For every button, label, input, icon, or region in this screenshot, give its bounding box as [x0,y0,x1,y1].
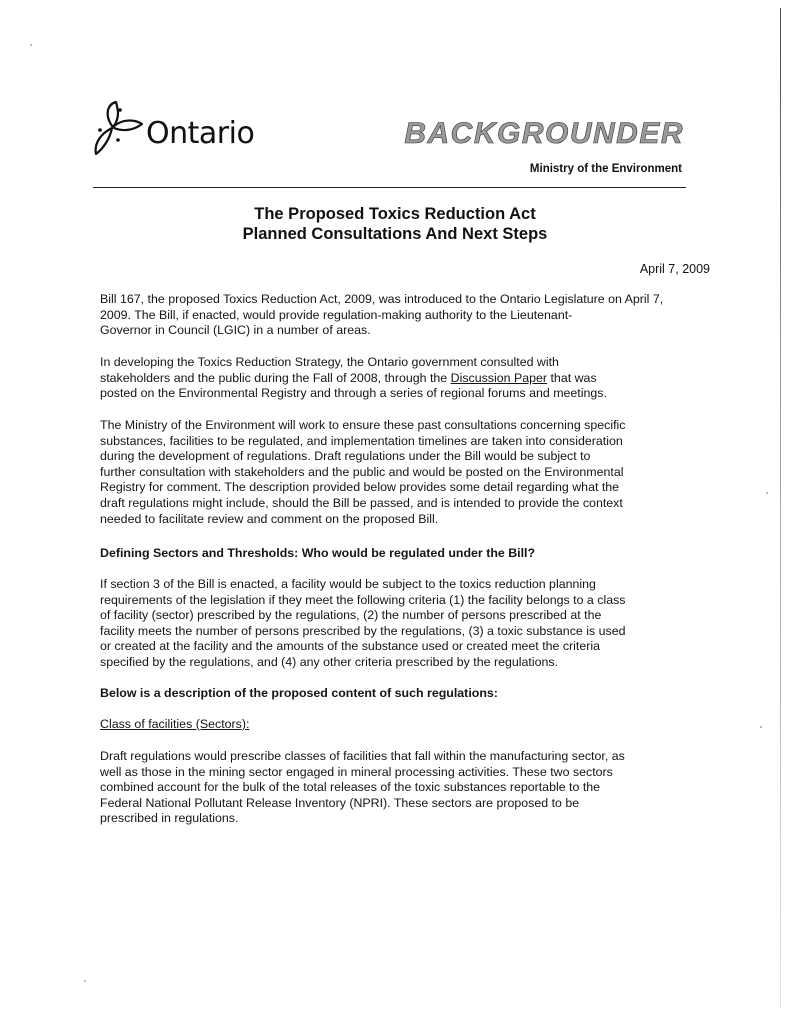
scan-speck [30,44,32,46]
paragraph-bill-introduction [100,292,720,339]
text-line: posted on the Environmental Registry and through a series of regional forums and meetings. [100,386,607,401]
ontario-logo [90,100,270,160]
text-line: Registry for comment. The description provided below provides some detail regarding what the [100,480,620,495]
document-date: April 7, 2009 [639,262,710,276]
text-line: or created at the facility and the amounts of the substance used or created meet the criteria [100,639,601,654]
discussion-paper-link[interactable]: Discussion Paper [450,370,548,385]
text-line: requirements of the legislation if they meet the following criteria (1) the facility belongs to a class [100,592,626,607]
text-line: during the development of regulations. Draft regulations under the Bill would be subject to [100,449,591,464]
text-line: Federal National Pollutant Release Inventory (NPRI). These sectors are proposed to be [100,795,580,810]
document-title [150,204,640,244]
text-line: combined account for the bulk of the total releases of the toxic substances reportable to the [100,780,601,795]
text-line: well as those in the mining sector engaged in mineral processing activities. These two sectors [100,764,613,779]
text-line: The Ministry of the Environment will work to ensure these past consultations concerning specific [100,418,626,432]
text-line: Governor in Council (LGIC) in a number of areas. [100,323,371,338]
scan-speck [760,726,762,728]
text-line: substances, facilities to be regulated, and implementation timelines are taken into consideration [100,433,623,448]
trillium-icon [90,100,146,156]
text-line: of facility (sector) prescribed by the regulations, (2) the number of persons prescribed at the [100,608,602,623]
ministry-name: Ministry of the Environment [529,163,682,175]
text-line: If section 3 of the Bill is enacted, a facility would be subject to the toxics reduction planning [100,577,596,591]
title-line-2: Planned Consultations And Next Steps [242,225,548,243]
backgrounder-banner: BACKGROUNDER [404,117,684,150]
page-edge-line [780,8,781,1008]
scan-speck [84,980,86,982]
text-line: prescribed in regulations. [100,811,239,826]
text-line: 2009. The Bill, if enacted, would provide regulation-making authority to the Lieutenant- [100,307,573,322]
scan-speck [766,492,768,494]
section-heading-proposed-content: Below is a description of the proposed content of such regulations: [100,686,498,700]
paragraph-sectors-description [100,749,720,827]
paragraph-section-3-criteria [100,577,720,671]
text-line: specified by the regulations, and (4) any other criteria prescribed by the regulations. [100,654,559,669]
text-line [100,371,720,387]
text-line: Draft regulations would prescribe classes of facilities that fall within the manufacturing sector, as [100,749,625,763]
text-fragment: that was [547,370,597,385]
text-line: draft regulations might include, should the Bill be passed, and is intended to provide the context [100,495,623,510]
text-line: further consultation with stakeholders and the public and would be posted on the Environmental [100,464,624,479]
subheading-class-of-facilities: Class of facilities (Sectors): [100,717,250,731]
text-line: Bill 167, the proposed Toxics Reduction Act, 2009, was introduced to the Ontario Legislature on April 7, [100,292,664,306]
header-divider [93,187,686,188]
paragraph-strategy-consultation [100,355,720,402]
text-line: In developing the Toxics Reduction Strategy, the Ontario government consulted with [100,355,559,369]
ontario-wordmark: Ontario [146,116,255,151]
text-line: needed to facilitate review and comment on the proposed Bill. [100,511,439,526]
text-fragment: stakeholders and the public during the Fall of 2008, through the [100,370,451,385]
section-heading-sectors: Defining Sectors and Thresholds: Who would be regulated under the Bill? [100,546,536,560]
title-line-1: The Proposed Toxics Reduction Act [254,205,536,223]
paragraph-ministry-work [100,418,720,527]
text-line: facility meets the number of persons prescribed by the regulations, (3) a toxic substance is used [100,623,626,638]
